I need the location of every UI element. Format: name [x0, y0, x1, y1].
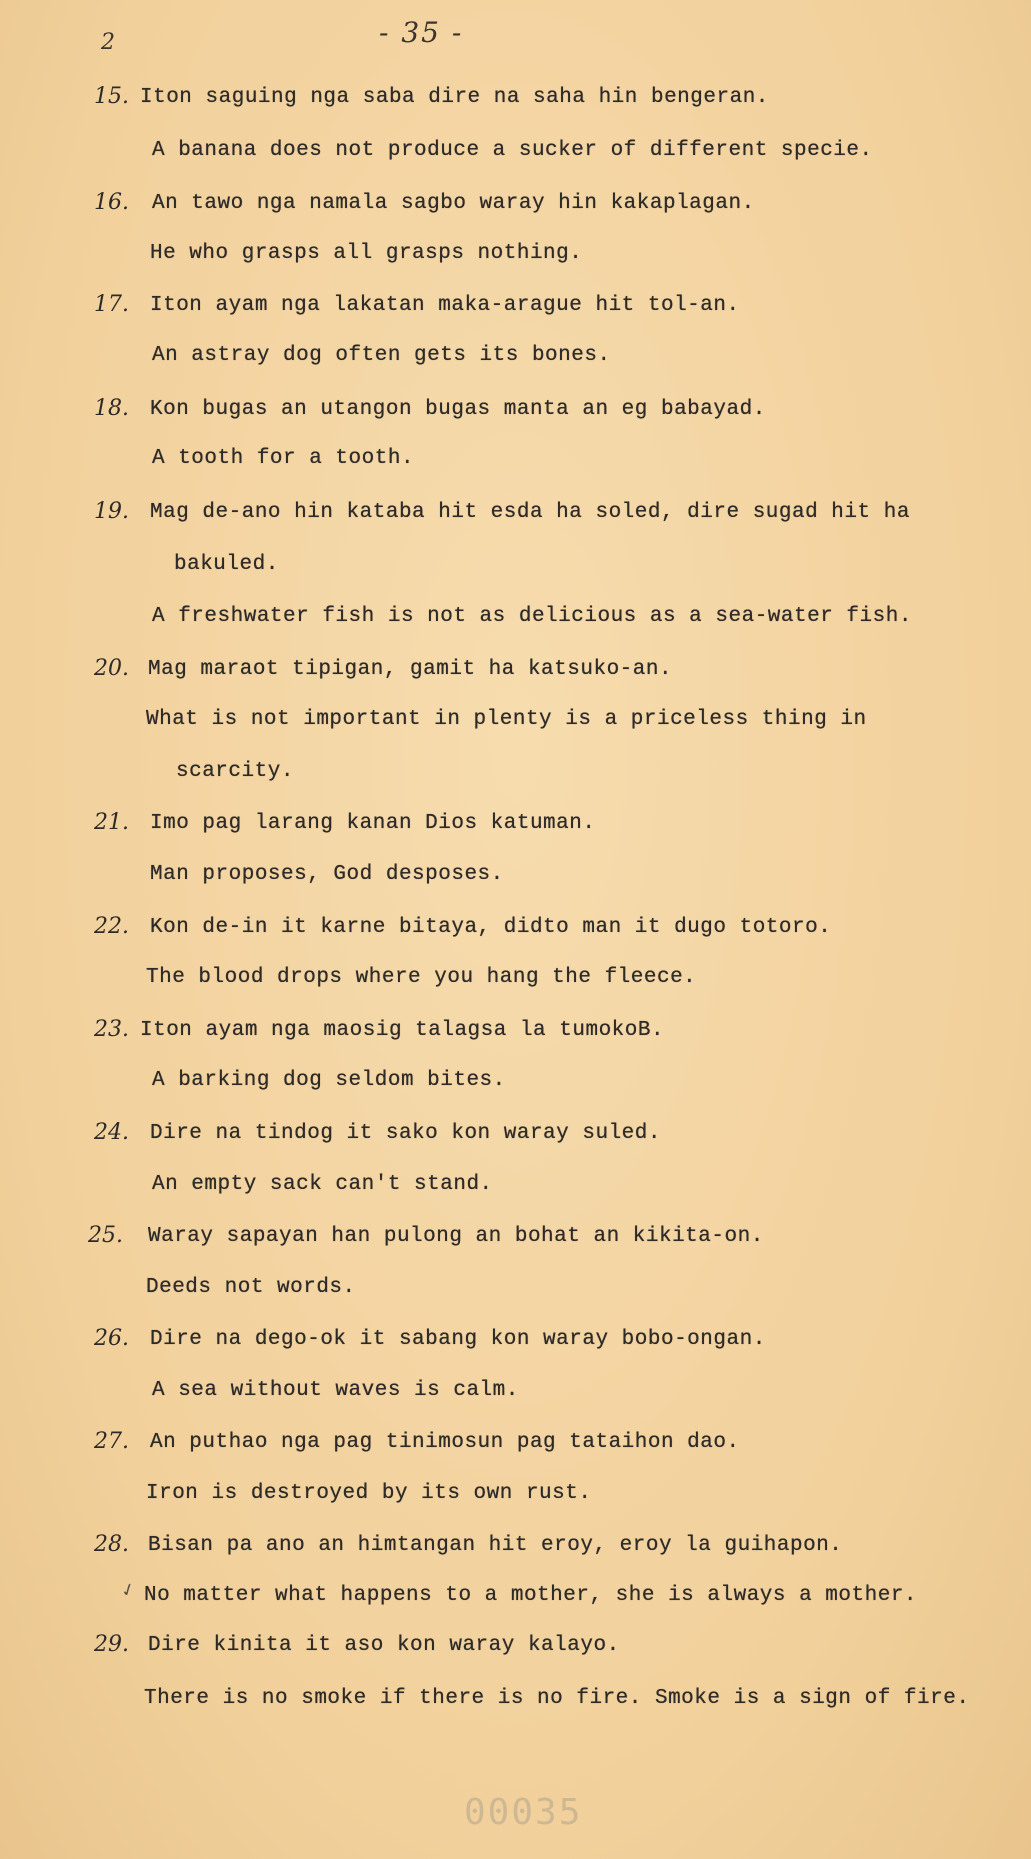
proverb-english: A freshwater fish is not as delicious as a sea-water fish.	[152, 605, 912, 628]
proverb-number: 20.	[94, 656, 129, 681]
proverb-number: 19.	[94, 499, 129, 524]
archive-stamp-number: 00035	[464, 1792, 583, 1833]
proverb-english: An empty sack can't stand.	[152, 1173, 493, 1196]
page-number: - 35 -	[379, 16, 464, 49]
proverb-number: 26.	[94, 1326, 129, 1351]
proverb-number: 21.	[94, 810, 129, 835]
proverb-english: No matter what happens to a mother, she is always a mother.	[144, 1584, 918, 1607]
proverb-english: A tooth for a tooth.	[152, 447, 415, 470]
proverb-english: He who grasps all grasps nothing.	[150, 242, 583, 265]
proverb-waray: Iton ayam nga maosig talagsa la tumokoB.	[140, 1019, 665, 1042]
proverb-waray: Mag de-ano hin kataba hit esda ha soled, dire sugad hit ha	[150, 501, 910, 524]
proverb-waray-continued: bakuled.	[174, 553, 279, 576]
proverb-waray: Dire na dego-ok it sabang kon waray bobo-ongan.	[150, 1328, 766, 1351]
proverb-waray: Kon bugas an utangon bugas manta an eg babayad.	[150, 398, 766, 421]
proverb-waray: Mag maraot tipigan, gamit ha katsuko-an.	[148, 658, 673, 681]
proverb-number: 29.	[94, 1632, 129, 1657]
proverb-english: A banana does not produce a sucker of different specie.	[152, 139, 873, 162]
proverb-number: 18.	[94, 396, 129, 421]
proverb-english: Man proposes, God desposes.	[150, 863, 504, 886]
proverb-waray: Dire na tindog it sako kon waray suled.	[150, 1122, 661, 1145]
proverb-english: The blood drops where you hang the fleece.	[146, 966, 697, 989]
proverb-number: 17.	[94, 292, 129, 317]
proverb-english: A barking dog seldom bites.	[152, 1069, 506, 1092]
proverb-waray: An puthao nga pag tinimosun pag tataihon dao.	[150, 1431, 740, 1454]
proverb-english: An astray dog often gets its bones.	[152, 344, 611, 367]
proverb-waray: Iton saguing nga saba dire na saha hin bengeran.	[140, 86, 769, 109]
proverb-waray: Iton ayam nga lakatan maka-arague hit tol-an.	[150, 294, 740, 317]
proverb-english: A sea without waves is calm.	[152, 1379, 519, 1402]
proverb-number: 24.	[94, 1120, 129, 1145]
proverb-number: 23.	[94, 1017, 129, 1042]
handwritten-check-mark-icon: ✓	[118, 1578, 139, 1605]
proverb-number: 25.	[88, 1223, 123, 1248]
proverb-waray: Kon de-in it karne bitaya, didto man it dugo totoro.	[150, 916, 832, 939]
proverb-waray: An tawo nga namala sagbo waray hin kakaplagan.	[152, 192, 755, 215]
proverb-english: Iron is destroyed by its own rust.	[146, 1482, 592, 1505]
proverb-number: 27.	[94, 1429, 129, 1454]
proverb-english: There is no smoke if there is no fire. Smoke is a sign of fire.	[144, 1687, 970, 1710]
proverb-english: What is not important in plenty is a priceless thing in	[146, 708, 867, 731]
proverb-number: 15.	[94, 84, 129, 109]
proverb-english-continued: scarcity.	[176, 760, 294, 783]
proverb-number: 16.	[94, 190, 129, 215]
proverb-waray: Bisan pa ano an himtangan hit eroy, eroy la guihapon.	[148, 1534, 843, 1557]
proverb-english: Deeds not words.	[146, 1276, 356, 1299]
proverb-waray: Waray sapayan han pulong an bohat an kikita-on.	[148, 1225, 764, 1248]
proverb-waray: Dire kinita it aso kon waray kalayo.	[148, 1634, 620, 1657]
proverb-waray: Imo pag larang kanan Dios katuman.	[150, 812, 596, 835]
proverb-number: 22.	[94, 914, 129, 939]
proverb-number: 28.	[94, 1532, 129, 1557]
page-mark: 2	[101, 30, 115, 55]
